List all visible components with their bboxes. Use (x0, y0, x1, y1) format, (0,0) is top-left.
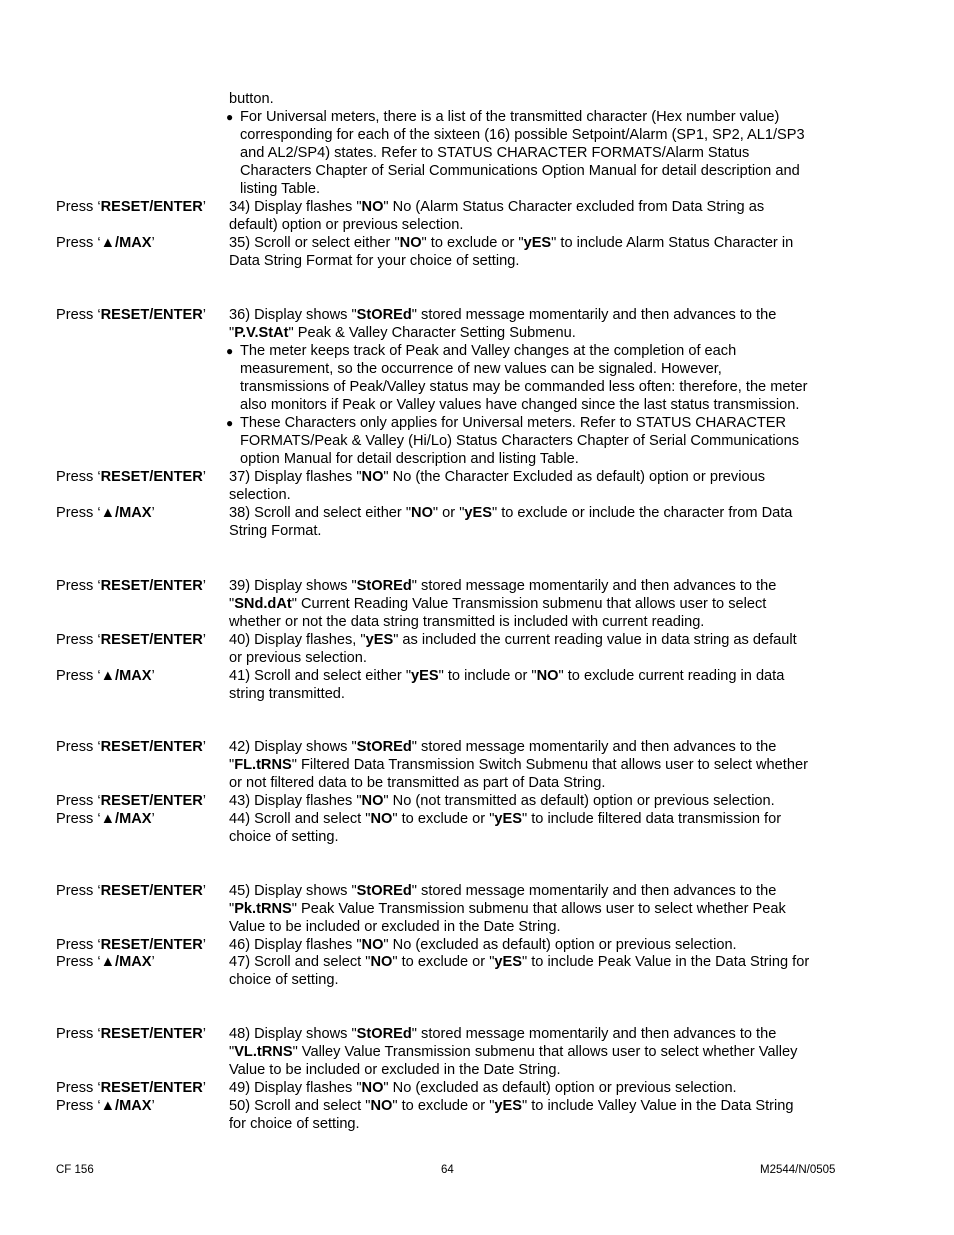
key-label-max: Press ‘▲/MAX’ (56, 668, 155, 684)
step-42-cont: "FL.tRNS" Filtered Data Transmission Switch Submenu that allows user to select whether (229, 757, 808, 773)
bullet-text: also monitors if Peak or Valley values have changed since the last status transmission. (240, 397, 800, 413)
key-label-reset-enter: Press ‘RESET/ENTER’ (56, 739, 207, 755)
key-label-reset-enter: Press ‘RESET/ENTER’ (56, 793, 207, 809)
key-label-reset-enter: Press ‘RESET/ENTER’ (56, 199, 207, 215)
step-39-cont: whether or not the data string transmitted is included with current reading. (229, 614, 705, 630)
footer-page-number: 64 (441, 1164, 454, 1176)
step-48: 48) Display shows "StOREd" stored message momentarily and then advances to the (229, 1026, 777, 1042)
step-34-cont: default) option or previous selection. (229, 217, 464, 233)
step-39: 39) Display shows "StOREd" stored message momentarily and then advances to the (229, 578, 777, 594)
step-36-cont: "P.V.StAt" Peak & Valley Character Setting Submenu. (229, 325, 576, 341)
bullet-text: Characters Chapter of Serial Communications Option Manual for detail description and (240, 163, 800, 179)
bullet-text: transmissions of Peak/Valley status may be commanded less often: therefore, the meter (240, 379, 808, 395)
step-50: 50) Scroll and select "NO" to exclude or "yES" to include Valley Value in the Data String (229, 1098, 794, 1114)
step-37: 37) Display flashes "NO" No (the Character Excluded as default) option or previous (229, 469, 765, 485)
key-label-reset-enter: Press ‘RESET/ENTER’ (56, 883, 207, 899)
step-35-cont: Data String Format for your choice of setting. (229, 253, 520, 269)
bullet-text: These Characters only applies for Universal meters. Refer to STATUS CHARACTER (240, 415, 787, 431)
key-label-max: Press ‘▲/MAX’ (56, 811, 155, 827)
step-45: 45) Display shows "StOREd" stored message momentarily and then advances to the (229, 883, 777, 899)
step-49: 49) Display flashes "NO" No (excluded as default) option or previous selection. (229, 1080, 737, 1096)
key-label-reset-enter: Press ‘RESET/ENTER’ (56, 1026, 207, 1042)
bullet-icon: ● (226, 110, 234, 124)
step-44: 44) Scroll and select "NO" to exclude or "yES" to include filtered data transmission for (229, 811, 782, 827)
step-40-cont: or previous selection. (229, 650, 367, 666)
step-46: 46) Display flashes "NO" No (excluded as default) option or previous selection. (229, 937, 737, 953)
step-34: 34) Display flashes "NO" No (Alarm Status Character excluded from Data String as (229, 199, 765, 215)
bullet-text: The meter keeps track of Peak and Valley changes at the completion of each (240, 343, 737, 359)
step-38-cont: String Format. (229, 523, 322, 539)
step-42: 42) Display shows "StOREd" stored message momentarily and then advances to the (229, 739, 777, 755)
key-label-reset-enter: Press ‘RESET/ENTER’ (56, 632, 207, 648)
key-label-reset-enter: Press ‘RESET/ENTER’ (56, 578, 207, 594)
key-label-reset-enter: Press ‘RESET/ENTER’ (56, 469, 207, 485)
step-36: 36) Display shows "StOREd" stored message momentarily and then advances to the (229, 307, 777, 323)
step-38: 38) Scroll and select either "NO" or "yES" to exclude or include the character from Data (229, 505, 793, 521)
bullet-text: listing Table. (240, 181, 321, 197)
step-50-cont: for choice of setting. (229, 1116, 360, 1132)
step-40: 40) Display flashes, "yES" as included the current reading value in data string as default (229, 632, 797, 648)
step-41: 41) Scroll and select either "yES" to include or "NO" to exclude current reading in data (229, 668, 785, 684)
bullet-text: FORMATS/Peak & Valley (Hi/Lo) Status Characters Chapter of Serial Communications (240, 433, 800, 449)
step-47: 47) Scroll and select "NO" to exclude or "yES" to include Peak Value in the Data String for (229, 954, 810, 970)
key-label-max: Press ‘▲/MAX’ (56, 505, 155, 521)
key-label-reset-enter: Press ‘RESET/ENTER’ (56, 937, 207, 953)
key-label-reset-enter: Press ‘RESET/ENTER’ (56, 1080, 207, 1096)
step-37-cont: selection. (229, 487, 291, 503)
key-label-max: Press ‘▲/MAX’ (56, 1098, 155, 1114)
step-47-cont: choice of setting. (229, 972, 339, 988)
key-label-max: Press ‘▲/MAX’ (56, 954, 155, 970)
step-45-cont: Value to be included or excluded in the Date String. (229, 919, 561, 935)
key-label-max: Press ‘▲/MAX’ (56, 235, 155, 251)
key-label-reset-enter: Press ‘RESET/ENTER’ (56, 307, 207, 323)
step-42-cont: or not filtered data to be transmitted as part of Data String. (229, 775, 606, 791)
bullet-text: corresponding for each of the sixteen (16) possible Setpoint/Alarm (SP1, SP2, AL1/SP3 (240, 127, 805, 143)
bullet-text: option Manual for detail description and listing Table. (240, 451, 579, 467)
step-48-cont: Value to be included or excluded in the Date String. (229, 1062, 561, 1078)
step-44-cont: choice of setting. (229, 829, 339, 845)
step-35: 35) Scroll or select either "NO" to exclude or "yES" to include Alarm Status Character in (229, 235, 794, 251)
step-45-cont: "Pk.tRNS" Peak Value Transmission submenu that allows user to select whether Peak (229, 901, 786, 917)
step-39-cont: "SNd.dAt" Current Reading Value Transmission submenu that allows user to select (229, 596, 767, 612)
bullet-icon: ● (226, 344, 234, 358)
body-text: button. (229, 91, 274, 107)
footer-right: M2544/N/0505 (760, 1164, 836, 1176)
bullet-icon: ● (226, 416, 234, 430)
bullet-text: measurement, so the occurrence of new values can be signaled. However, (240, 361, 722, 377)
bullet-text: and AL2/SP4) states. Refer to STATUS CHARACTER FORMATS/Alarm Status (240, 145, 750, 161)
bullet-text: For Universal meters, there is a list of the transmitted character (Hex number value) (240, 109, 780, 125)
step-43: 43) Display flashes "NO" No (not transmitted as default) option or previous selection. (229, 793, 775, 809)
step-41-cont: string transmitted. (229, 686, 345, 702)
step-48-cont: "VL.tRNS" Valley Value Transmission submenu that allows user to select whether Valley (229, 1044, 798, 1060)
footer-left: CF 156 (56, 1164, 94, 1176)
